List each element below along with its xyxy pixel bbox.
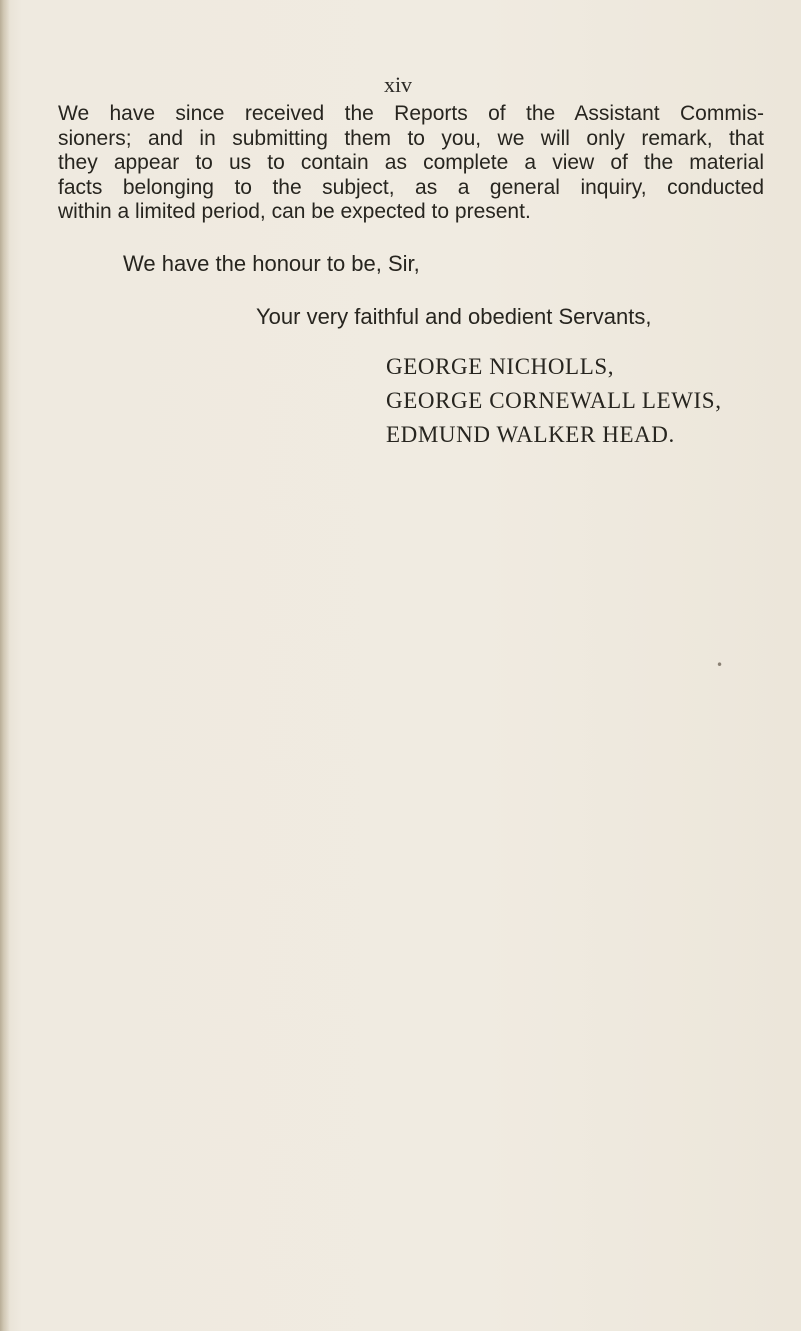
page-number: xiv: [383, 72, 413, 97]
paragraph-line: We have since received the Reports of the Assistant Commis-: [58, 102, 764, 125]
signatories-list: [386, 350, 722, 452]
paper-speck: •: [716, 658, 724, 672]
signatory-name: EDMUND WALKER HEAD.: [386, 422, 675, 447]
letter-closing: We have the honour to be, Sir,: [123, 251, 420, 276]
paragraph-line: facts belonging to the subject, as a general inquiry, conducted: [58, 175, 764, 199]
signatory-name: GEORGE NICHOLLS,: [386, 354, 615, 379]
letter-salutation: Your very faithful and obedient Servants,: [256, 304, 652, 329]
paragraph-line: sioners; and in submitting them to you, we will only remark, that: [58, 126, 764, 150]
paragraph-line: they appear to us to contain as complete a view of the material: [58, 151, 764, 175]
paragraph-line: within a limited period, can be expected to present.: [58, 200, 531, 224]
letter-paragraph: [58, 102, 764, 225]
signatory-name: GEORGE CORNEWALL LEWIS,: [386, 388, 722, 413]
page-binding-edge: [0, 0, 10, 1331]
